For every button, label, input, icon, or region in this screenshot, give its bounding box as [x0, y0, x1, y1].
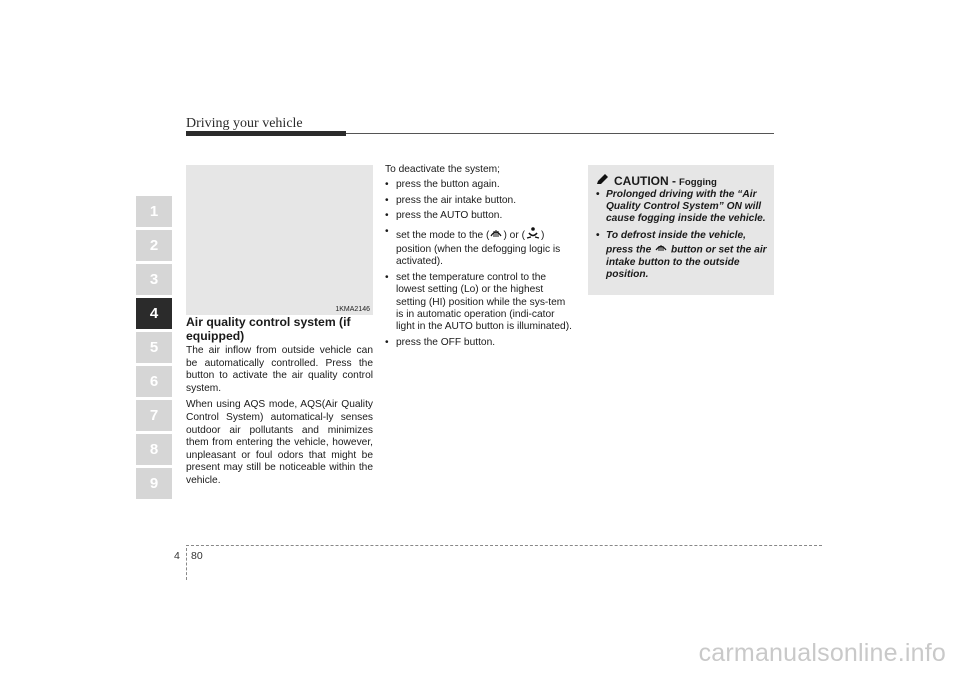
list-item: • press the OFF button.: [385, 336, 496, 348]
deactivate-instructions: [385, 164, 574, 352]
chapter-tab-1[interactable]: 1: [136, 196, 172, 227]
footer-divider: [186, 548, 187, 580]
chapter-tab-4[interactable]: 4: [136, 298, 172, 329]
floor-defrost-mode-icon: [525, 226, 541, 244]
list-item: • set the mode to the ( ) or ( ) position (when the defogging logic is activated).: [385, 225, 561, 268]
section-title: Air quality control system (if equipped): [186, 315, 351, 343]
figure-placeholder: [186, 165, 373, 315]
chapter-tab-6[interactable]: 6: [136, 366, 172, 397]
caution-item: • To defrost inside the vehicle, press the button or set the air intake button to the outside position.: [596, 229, 767, 281]
header-rule: [346, 133, 774, 134]
header-bar: [186, 131, 346, 136]
defrost-icon: [654, 242, 668, 257]
caution-topic: Fogging: [679, 176, 717, 188]
caution-header: [596, 172, 717, 190]
list-item: • press the AUTO button.: [385, 210, 503, 222]
chapter-tab-9[interactable]: 9: [136, 468, 172, 499]
deactivate-list: [385, 179, 574, 349]
list-item: • press the button again.: [385, 179, 500, 191]
footer-rule: [186, 545, 822, 546]
list-item: • set the temperature control to the lowest setting (Lo) or the highest setting (HI) position while the sys-tem is in automatic operation (indi-cator light in the AUTO button is illuminated).: [385, 271, 572, 333]
page-header-title: Driving your vehicle: [186, 116, 303, 131]
caution-item: • Prolonged driving with the “Air Quality Control System” ON will cause fogging inside the vehicle.: [596, 189, 766, 225]
footer-page-number: 80: [191, 550, 203, 562]
caution-list: [596, 189, 770, 285]
watermark: carmanualsonline.info: [698, 639, 946, 667]
section-paragraph-1: The air inflow from outside vehicle can be automatically controlled. Press the button to activate the air quality control system.: [186, 345, 373, 394]
list-item: • press the air intake button.: [385, 194, 517, 206]
deactivate-intro: To deactivate the system;: [385, 164, 500, 175]
footer-chapter-number: 4: [174, 550, 180, 562]
caution-label: CAUTION -: [614, 174, 676, 188]
chapter-tab-2[interactable]: 2: [136, 230, 172, 261]
chapter-tabs: [136, 196, 172, 502]
caution-box: [588, 165, 774, 295]
chapter-tab-3[interactable]: 3: [136, 264, 172, 295]
defrost-icon: [489, 227, 503, 243]
chapter-tab-8[interactable]: 8: [136, 434, 172, 465]
chapter-tab-7[interactable]: 7: [136, 400, 172, 431]
section-paragraph-2: When using AQS mode, AQS(Air Quality Control System) automatical-ly senses outdoor air pollutants and minimizes them from entering the vehicle, however, unpleasant or foul odors that might be present may still be noticeable within the vehicle.: [186, 399, 373, 486]
chapter-tab-5[interactable]: 5: [136, 332, 172, 363]
section-body: [186, 316, 373, 492]
pencil-icon: [596, 172, 610, 190]
figure-code: 1KMA2146: [335, 306, 370, 313]
